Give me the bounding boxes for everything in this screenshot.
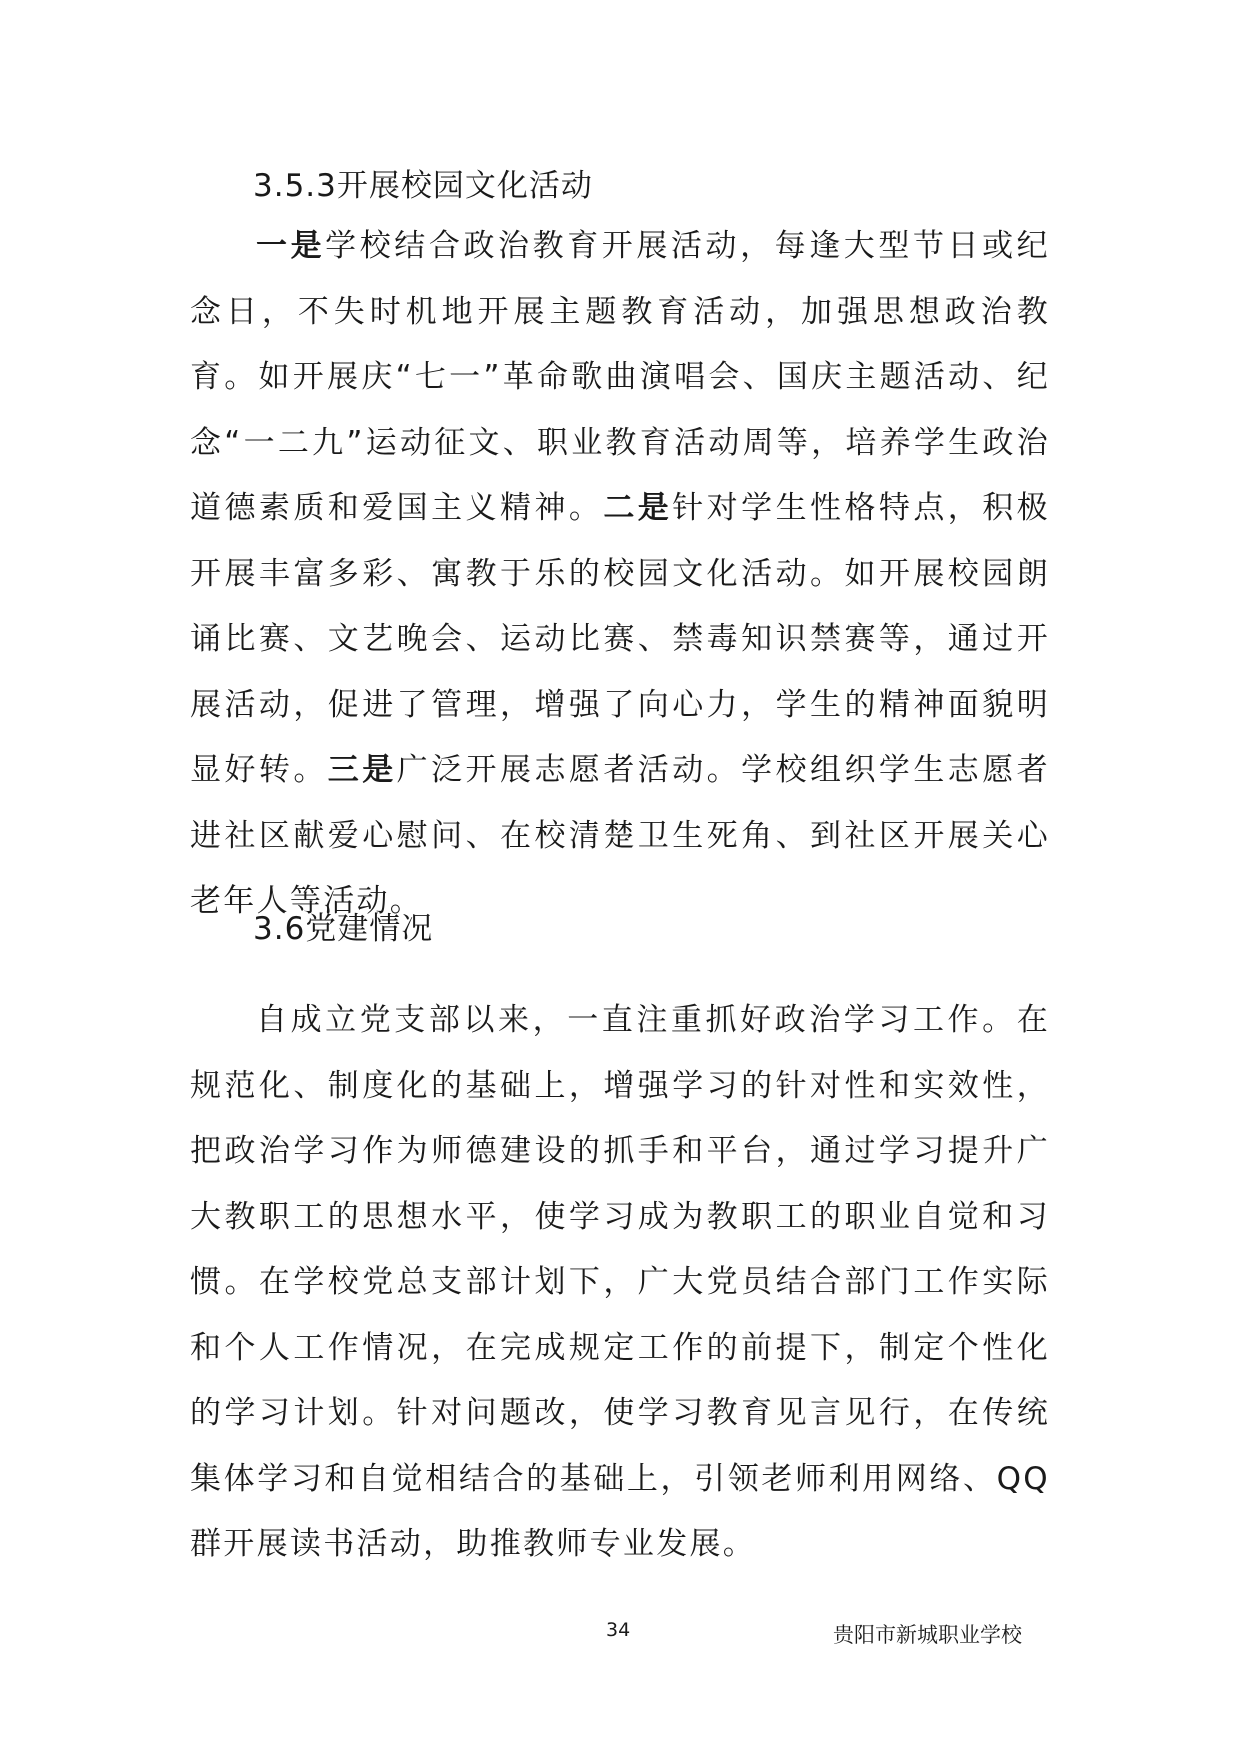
page-number: 34: [606, 1619, 631, 1641]
lead-third: 三是: [327, 752, 397, 788]
paragraph-party-building: 自成立党支部以来，一直注重抓好政治学习工作。在规范化、制度化的基础上，增强学习的针对性和实效性，把政治学习作为师德建设的抓手和平台，通过学习提升广大教职工的思想水平，使学习成为教职工的职业自觉和习惯。在学校党总支部计划下，广大党员结合部门工作实际和个人工作情况，在完成规定工作的前提下，制定个性化的学习计划。针对问题改，使学习教育见言见行，在传统集体学习和自觉相结合的基础上，引领老师利用网络、QQ群开展读书活动，助推教师专业发展。: [190, 1002, 1050, 1562]
lead-first: 一是: [256, 228, 326, 264]
paragraph-campus-culture: [190, 214, 1050, 935]
lead-second: 二是: [603, 490, 673, 526]
page-footer: [0, 1619, 1240, 1649]
school-name: 贵阳市新城职业学校: [833, 1623, 1022, 1647]
section-heading-3-5-3: 3.5.3开展校园文化活动: [253, 168, 593, 204]
text-second: 针对学生性格特点，积极开展丰富多彩、寓教于乐的校园文化活动。如开展校园朗诵比赛、文艺晚会、运动比赛、禁毒知识禁赛等，通过开展活动，促进了管理，增强了向心力，学生的精神面貌明显好转。: [190, 490, 1050, 788]
section-heading-3-6: 3.6党建情况: [253, 911, 434, 947]
text-third: 广泛开展志愿者活动。学校组织学生志愿者进社区献爱心慰问、在校清楚卫生死角、到社区开展关心老年人等活动。: [190, 752, 1050, 919]
text-first: 学校结合政治教育开展活动，每逢大型节日或纪念日，不失时机地开展主题教育活动，加强思想政治教育。如开展庆“七一”革命歌曲演唱会、国庆主题活动、纪念“一二九”运动征文、职业教育活动周等，培养学生政治道德素质和爱国主义精神。: [190, 228, 1050, 526]
